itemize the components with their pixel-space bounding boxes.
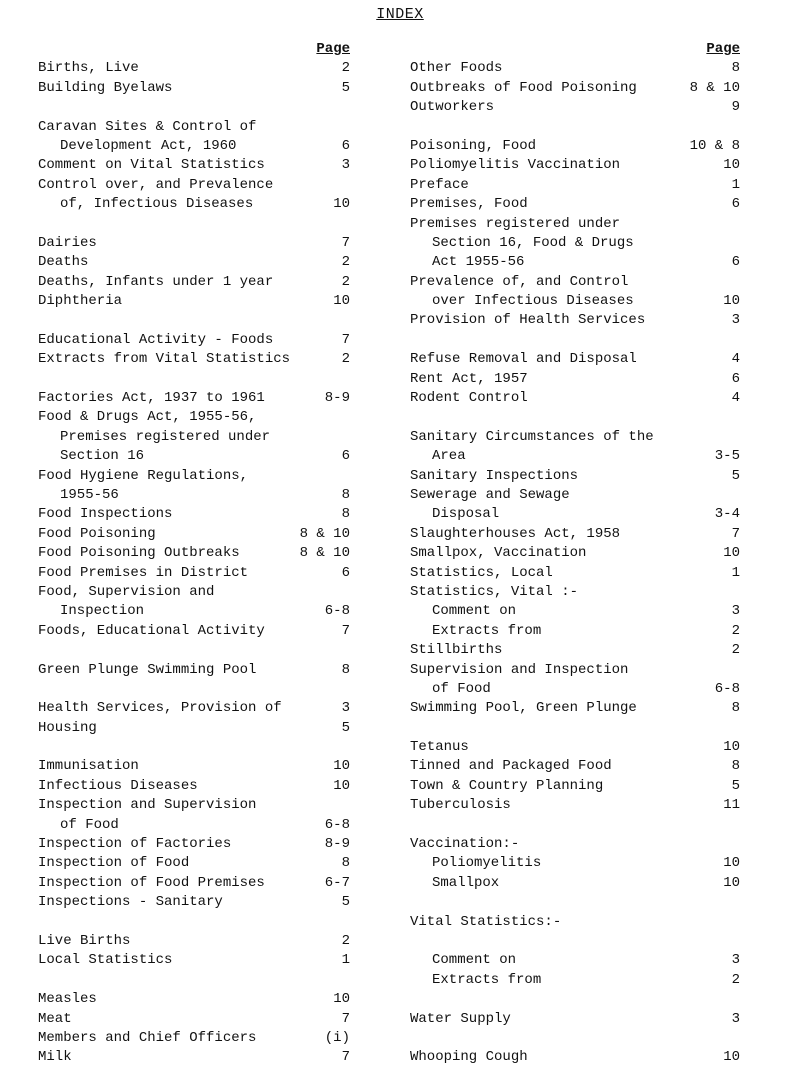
entry-text: Provision of Health Services — [410, 312, 646, 329]
index-entry — [38, 544, 350, 563]
index-entry — [38, 622, 350, 641]
index-entry — [410, 544, 740, 563]
entry-text: Food Inspections — [38, 506, 173, 523]
page-number: 2 — [731, 642, 740, 659]
page-title: INDEX — [376, 6, 424, 23]
page-column-header — [38, 40, 350, 59]
index-entry — [38, 757, 350, 776]
entry-text: Food & Drugs Act, 1955-56, — [38, 409, 257, 426]
index-entry — [410, 467, 740, 486]
page-header-label: Page — [316, 41, 350, 57]
index-entry — [410, 370, 740, 389]
index-entry — [410, 835, 740, 854]
index-entry — [38, 428, 350, 447]
page-number: 3 — [731, 952, 740, 969]
page-number: 10 — [723, 739, 740, 756]
page-number: 2 — [341, 932, 350, 949]
page-number: 10 — [333, 758, 350, 775]
page-number: 6 — [341, 448, 350, 465]
page-number: 2 — [341, 273, 350, 290]
page-number: 6 — [731, 196, 740, 213]
entry-text: of, Infectious Diseases — [60, 196, 254, 213]
index-entry — [410, 583, 740, 602]
page-number: 5 — [341, 79, 350, 96]
index-entry — [410, 234, 740, 253]
index-entry — [38, 505, 350, 524]
index-entry — [38, 835, 350, 854]
entry-text: Statistics, Local — [410, 564, 553, 581]
index-entry — [38, 408, 350, 427]
index-entry — [38, 719, 350, 738]
page-number: 3 — [341, 157, 350, 174]
entry-text: Comment on — [432, 952, 517, 969]
page-number: 7 — [341, 1049, 350, 1066]
entry-text: Prevalence of, and Control — [410, 273, 629, 290]
index-entry — [38, 389, 350, 408]
page-number: 5 — [731, 777, 740, 794]
entry-text: Water Supply — [410, 1010, 511, 1027]
spacer — [410, 990, 740, 1009]
index-entry — [410, 1010, 740, 1029]
page-number: 7 — [341, 331, 350, 348]
entry-text: Extracts from — [432, 971, 542, 988]
spacer — [410, 1029, 740, 1048]
page-number: 5 — [341, 719, 350, 736]
index-entry — [410, 215, 740, 234]
entry-text: Supervision and Inspection — [410, 661, 629, 678]
entry-text: Dairies — [38, 234, 97, 251]
index-entry — [38, 932, 350, 951]
spacer — [410, 118, 740, 137]
page-number: 8 — [341, 486, 350, 503]
entry-text: Tuberculosis — [410, 797, 511, 814]
entry-text: Immunisation — [38, 758, 139, 775]
page-number: 8-9 — [324, 390, 350, 407]
page-number: 8-9 — [324, 836, 350, 853]
index-entry — [410, 350, 740, 369]
entry-text: Outbreaks of Food Poisoning — [410, 79, 637, 96]
page-number: 3-4 — [714, 506, 740, 523]
page-number: 6 — [341, 564, 350, 581]
page-number: 8 & 10 — [689, 79, 740, 96]
index-entry — [410, 292, 740, 311]
page-number: 2 — [341, 254, 350, 271]
index-entry — [38, 59, 350, 78]
index-entry — [38, 195, 350, 214]
entry-text: Whooping Cough — [410, 1049, 528, 1066]
index-entry — [38, 350, 350, 369]
page-number: 10 — [333, 991, 350, 1008]
index-entry — [410, 971, 740, 990]
entry-text: Inspections - Sanitary — [38, 894, 223, 911]
page-number: 10 — [723, 874, 740, 891]
index-entry — [38, 447, 350, 466]
entry-text: Slaughterhouses Act, 1958 — [410, 525, 621, 542]
page-number: 10 — [333, 293, 350, 310]
page-number: 10 — [333, 777, 350, 794]
index-entry — [38, 796, 350, 815]
index-entry — [410, 854, 740, 873]
index-entry — [410, 602, 740, 621]
spacer — [38, 913, 350, 932]
entry-text: Town & Country Planning — [410, 777, 604, 794]
entry-text: over Infectious Diseases — [432, 293, 634, 310]
entry-text: Disposal — [432, 506, 500, 523]
index-entry — [38, 1010, 350, 1029]
entry-text: Food Poisoning Outbreaks — [38, 545, 240, 562]
page-number: 2 — [341, 351, 350, 368]
entry-text: Smallpox, Vaccination — [410, 545, 587, 562]
page-number: 8 — [731, 60, 740, 77]
page-number: 8 & 10 — [299, 545, 350, 562]
index-entry — [410, 447, 740, 466]
page-number: 6-8 — [714, 680, 740, 697]
index-entry — [410, 59, 740, 78]
index-entry — [410, 273, 740, 292]
entry-text: Foods, Educational Activity — [38, 622, 265, 639]
page-number: 8 — [731, 758, 740, 775]
index-entry — [410, 253, 740, 272]
entry-text: Poisoning, Food — [410, 137, 537, 154]
index-entry — [410, 951, 740, 970]
entry-text: Live Births — [38, 932, 131, 949]
entry-text: Housing — [38, 719, 97, 736]
entry-text: Factories Act, 1937 to 1961 — [38, 390, 265, 407]
entry-text: Preface — [410, 176, 469, 193]
entry-text: Statistics, Vital :- — [410, 583, 579, 600]
index-entry — [410, 195, 740, 214]
entry-text: Refuse Removal and Disposal — [410, 351, 637, 368]
index-entry — [410, 874, 740, 893]
entry-text: Educational Activity - Foods — [38, 331, 274, 348]
index-entry — [410, 622, 740, 641]
entry-text: Premises registered under — [60, 428, 271, 445]
index-entry — [38, 699, 350, 718]
spacer — [38, 215, 350, 234]
entry-text: Food, Supervision and — [38, 583, 215, 600]
index-entry — [38, 118, 350, 137]
spacer — [38, 738, 350, 757]
entry-text: Milk — [38, 1049, 72, 1066]
page-number: 3 — [341, 700, 350, 717]
page-number: 10 — [333, 196, 350, 213]
entry-text: Births, Live — [38, 60, 139, 77]
entry-text: Tinned and Packaged Food — [410, 758, 612, 775]
page-number: 2 — [731, 971, 740, 988]
index-entry — [38, 777, 350, 796]
page-number: 4 — [731, 390, 740, 407]
index-entry — [410, 389, 740, 408]
entry-text: Development Act, 1960 — [60, 137, 237, 154]
index-entry — [410, 525, 740, 544]
entry-text: Control over, and Prevalence — [38, 176, 274, 193]
page-number: 3-5 — [714, 448, 740, 465]
page-number: 3 — [731, 1010, 740, 1027]
page-number: 7 — [731, 525, 740, 542]
index-entry — [410, 913, 740, 932]
index-column-left — [38, 40, 350, 1068]
page-number: 8 — [341, 855, 350, 872]
index-entry — [38, 292, 350, 311]
entry-text: Food Hygiene Regulations, — [38, 467, 249, 484]
entry-text: Premises, Food — [410, 196, 528, 213]
page-number: 10 — [723, 1049, 740, 1066]
spacer — [410, 331, 740, 350]
page-number: 7 — [341, 622, 350, 639]
index-entry — [38, 525, 350, 544]
page-number: 8 — [731, 700, 740, 717]
entry-text: Section 16 — [60, 448, 145, 465]
index-entry — [410, 505, 740, 524]
index-entry — [38, 874, 350, 893]
entry-text: Extracts from — [432, 622, 542, 639]
index-entry — [410, 738, 740, 757]
entry-text: Extracts from Vital Statistics — [38, 351, 291, 368]
entry-text: Outworkers — [410, 99, 495, 116]
entry-text: Premises registered under — [410, 215, 621, 232]
entry-text: Inspection of Food — [38, 855, 190, 872]
index-entry — [38, 253, 350, 272]
index-entry — [410, 757, 740, 776]
page-header-label: Page — [706, 41, 740, 57]
index-entry — [38, 331, 350, 350]
index-entry — [38, 854, 350, 873]
entry-text: Green Plunge Swimming Pool — [38, 661, 257, 678]
page-number: 6 — [731, 254, 740, 271]
index-entry — [410, 699, 740, 718]
page-number: 3 — [731, 603, 740, 620]
index-entry — [38, 176, 350, 195]
page-number: 10 — [723, 293, 740, 310]
entry-text: Comment on — [432, 603, 517, 620]
index-entry — [38, 893, 350, 912]
page-number: 9 — [731, 99, 740, 116]
entry-text: Building Byelaws — [38, 79, 173, 96]
index-entry — [410, 641, 740, 660]
entry-text: Inspection of Food Premises — [38, 874, 265, 891]
page-number: 8 — [341, 661, 350, 678]
index-entry — [410, 661, 740, 680]
entry-text: Deaths — [38, 254, 89, 271]
entry-text: Inspection of Factories — [38, 836, 232, 853]
page-number: 5 — [731, 467, 740, 484]
entry-text: Sewerage and Sewage — [410, 486, 570, 503]
entry-text: Food Premises in District — [38, 564, 249, 581]
page-number: (i) — [324, 1029, 350, 1046]
index-entry — [410, 428, 740, 447]
entry-text: Sanitary Circumstances of the — [410, 428, 654, 445]
entry-text: Swimming Pool, Green Plunge — [410, 700, 637, 717]
page-number: 7 — [341, 234, 350, 251]
index-column-right — [410, 40, 740, 1068]
entry-text: Rent Act, 1957 — [410, 370, 528, 387]
entry-text: Stillbirths — [410, 642, 503, 659]
page-number: 4 — [731, 351, 740, 368]
spacer — [410, 893, 740, 912]
index-entry — [410, 156, 740, 175]
spacer — [38, 680, 350, 699]
entry-text: Health Services, Provision of — [38, 700, 282, 717]
index-entry — [38, 602, 350, 621]
spacer — [38, 641, 350, 660]
page-column-header — [410, 40, 740, 59]
entry-text: Members and Chief Officers — [38, 1029, 257, 1046]
index-entry — [410, 564, 740, 583]
entry-text: Vital Statistics:- — [410, 913, 562, 930]
entry-text: Meat — [38, 1010, 72, 1027]
index-entry — [410, 79, 740, 98]
entry-text: Poliomyelitis — [432, 855, 542, 872]
entry-text: Food Poisoning — [38, 525, 156, 542]
entry-text: Diphtheria — [38, 293, 123, 310]
entry-text: Area — [432, 448, 466, 465]
spacer — [410, 932, 740, 951]
entry-text: Rodent Control — [410, 390, 528, 407]
page-number: 5 — [341, 894, 350, 911]
entry-text: Deaths, Infants under 1 year — [38, 273, 274, 290]
page-number: 1 — [731, 176, 740, 193]
index-entry — [38, 816, 350, 835]
page-number: 10 — [723, 855, 740, 872]
index-entry — [38, 137, 350, 156]
page-number: 6 — [731, 370, 740, 387]
entry-text: Act 1955-56 — [432, 254, 525, 271]
entry-text: Inspection — [60, 603, 145, 620]
entry-text: of Food — [60, 816, 119, 833]
index-entry — [410, 1048, 740, 1067]
page-number: 7 — [341, 1010, 350, 1027]
index-entry — [410, 137, 740, 156]
page-number: 10 — [723, 157, 740, 174]
spacer — [38, 98, 350, 117]
index-entry — [38, 156, 350, 175]
page-number: 6 — [341, 137, 350, 154]
entry-text: Tetanus — [410, 739, 469, 756]
index-entry — [410, 98, 740, 117]
index-entry — [38, 661, 350, 680]
page-number: 2 — [731, 622, 740, 639]
entry-text: Infectious Diseases — [38, 777, 198, 794]
entry-text: Vaccination:- — [410, 836, 520, 853]
entry-text: Section 16, Food & Drugs — [432, 234, 634, 251]
index-entry — [38, 990, 350, 1009]
index-entry — [38, 273, 350, 292]
spacer — [410, 816, 740, 835]
page-number: 10 — [723, 545, 740, 562]
entry-text: Local Statistics — [38, 952, 173, 969]
entry-text: Smallpox — [432, 874, 500, 891]
entry-text: Comment on Vital Statistics — [38, 157, 265, 174]
spacer — [410, 408, 740, 427]
page-number: 8 & 10 — [299, 525, 350, 542]
page-number: 11 — [723, 797, 740, 814]
entry-text: 1955-56 — [60, 486, 119, 503]
entry-text: Inspection and Supervision — [38, 797, 257, 814]
index-entry — [38, 1048, 350, 1067]
page-number: 6-8 — [324, 816, 350, 833]
index-entry — [410, 311, 740, 330]
entry-text: Poliomyelitis Vaccination — [410, 157, 621, 174]
index-entry — [410, 796, 740, 815]
index-entry — [38, 583, 350, 602]
entry-text: Other Foods — [410, 60, 503, 77]
index-entry — [38, 467, 350, 486]
index-entry — [410, 486, 740, 505]
page-number: 2 — [341, 60, 350, 77]
index-entry — [38, 951, 350, 970]
index-entry — [38, 79, 350, 98]
index-entry — [410, 176, 740, 195]
spacer — [410, 719, 740, 738]
index-entry — [38, 1029, 350, 1048]
page-number: 3 — [731, 312, 740, 329]
index-entry — [38, 486, 350, 505]
entry-text: of Food — [432, 680, 491, 697]
page-number: 10 & 8 — [689, 137, 740, 154]
spacer — [38, 311, 350, 330]
index-entry — [38, 234, 350, 253]
page-number: 1 — [731, 564, 740, 581]
index-entry — [38, 564, 350, 583]
index-entry — [410, 777, 740, 796]
entry-text: Sanitary Inspections — [410, 467, 579, 484]
entry-text: Measles — [38, 991, 97, 1008]
page-number: 6-8 — [324, 603, 350, 620]
page-number: 8 — [341, 506, 350, 523]
index-entry — [410, 680, 740, 699]
entry-text: Caravan Sites & Control of — [38, 118, 257, 135]
page-number: 6-7 — [324, 874, 350, 891]
spacer — [38, 971, 350, 990]
spacer — [38, 370, 350, 389]
page-number: 1 — [341, 952, 350, 969]
